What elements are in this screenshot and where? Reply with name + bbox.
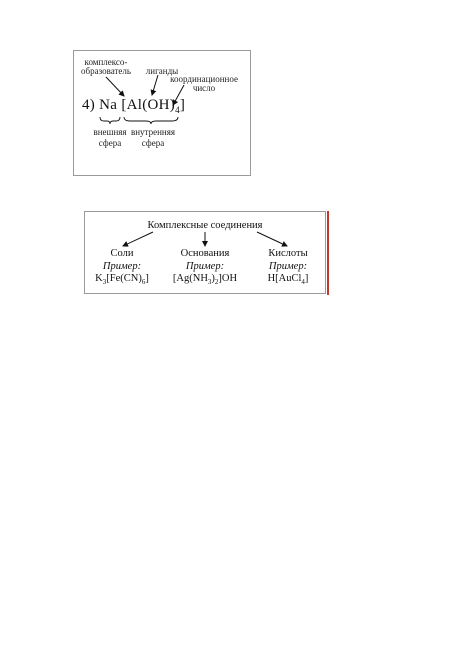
- example-formula: H[AuCl$_4$]: [267, 273, 309, 287]
- formula-inner-sphere: $[Al(OH)_4]$: [121, 97, 186, 115]
- classification-figure: [84, 211, 326, 294]
- example-formula: $[Ag(NH_3)_2]OH$: [172, 273, 238, 287]
- example-label: Пример:: [102, 260, 142, 272]
- example-label: Пример:: [268, 260, 308, 272]
- inner-sphere-label: внутренняя сфера: [130, 127, 175, 148]
- complex-formula: [82, 97, 185, 115]
- classification-title: Комплексные соединения: [147, 220, 263, 231]
- column-acids: [248, 248, 328, 289]
- example-label: Пример:: [185, 260, 225, 272]
- column-heading: Соли: [110, 248, 134, 259]
- column-bases: [165, 248, 245, 289]
- column-salts: [82, 248, 162, 289]
- formula-prefix: 4): [82, 97, 96, 113]
- column-heading: Кислоты: [268, 248, 308, 259]
- complex-structure-figure: [73, 50, 251, 176]
- column-heading: Основания: [180, 248, 230, 259]
- red-margin-line: [327, 211, 329, 295]
- ligands-label: лиганды: [145, 66, 179, 76]
- formula-outer-ion: Na: [99, 97, 118, 113]
- complexing-agent-label: комплексо- образователь: [81, 57, 131, 76]
- example-formula: $K_3[Fe(CN)_6]$: [95, 273, 149, 287]
- coordination-number-label: координационное число: [170, 74, 238, 93]
- outer-sphere-label: внешняя сфера: [93, 127, 127, 148]
